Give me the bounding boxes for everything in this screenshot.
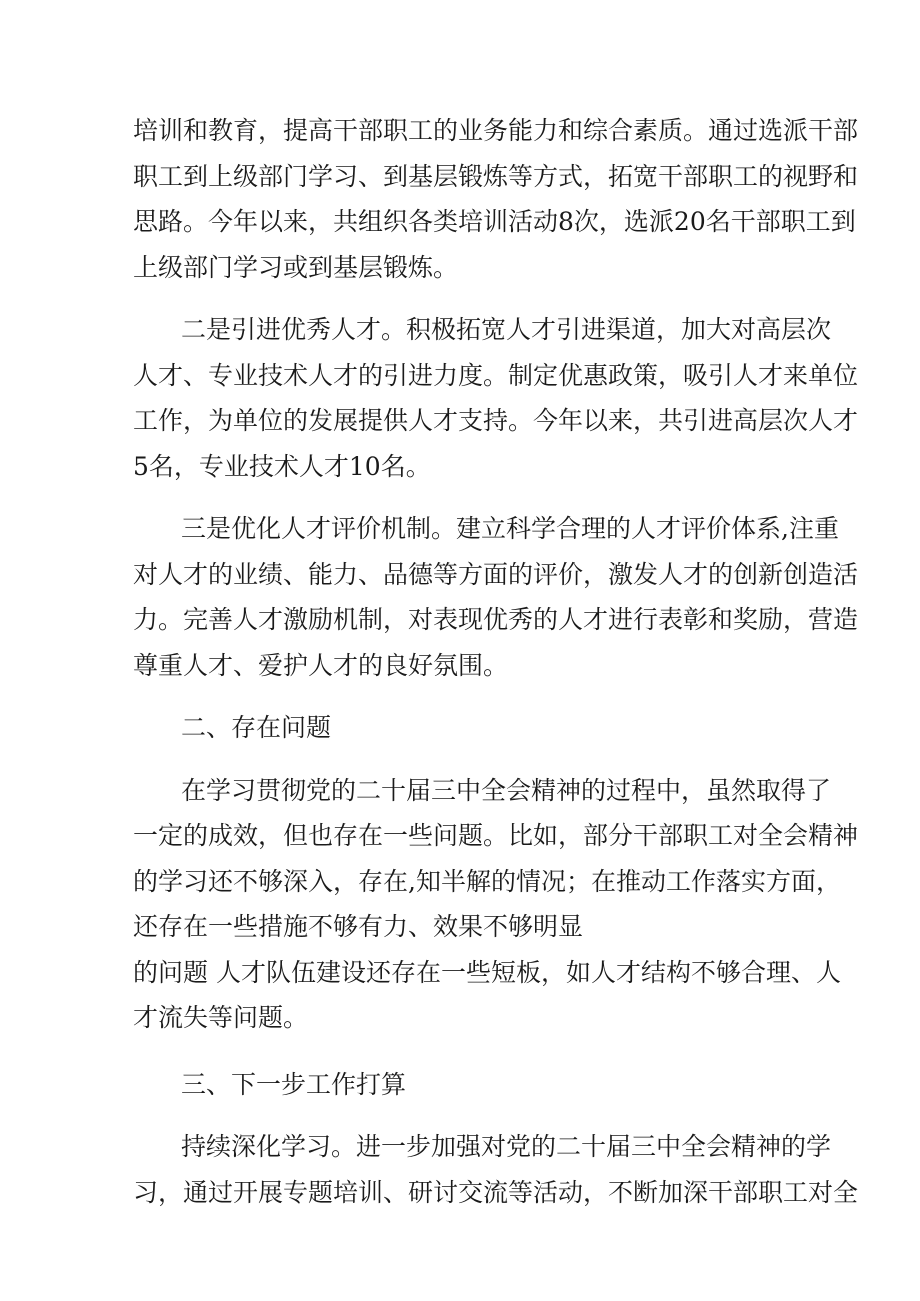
paragraph-line: 培训和教育，提高干部职工的业务能力和综合素质。通过选派干部 <box>133 116 859 145</box>
section-heading: 二、存在问题 <box>181 713 332 742</box>
paragraph-line: 三是优化人才评价机制。建立科学合理的人才评价体系,注重 <box>181 514 839 543</box>
paragraph-line: 在学习贯彻党的二十届三中全会精神的过程中，虽然取得了 <box>181 775 832 805</box>
paragraph-line: 持续深化学习。进一步加强对党的二十届三中全会精神的学 <box>181 1132 832 1161</box>
paragraph-line: 一定的成效，但也存在一些问题。比如，部分干部职工对全会精神 <box>133 821 859 850</box>
paragraph-line: 工作，为单位的发展提供人才支持。今年以来，共引进高层次人才 <box>133 406 859 435</box>
paragraph-line: 才流失等问题。 <box>133 1003 309 1032</box>
paragraph-line: 5名，专业技术人才10名。 <box>133 451 431 481</box>
paragraph-line: 还存在一些措施不够有力、效果不够明显 <box>133 912 584 941</box>
paragraph-line: 上级部门学习或到基层锻炼。 <box>133 252 459 282</box>
paragraph-line: 思路。今年以来，共组织各类培训活动8次，选派20名干部职工到 <box>133 207 856 236</box>
document-body <box>133 108 859 1215</box>
paragraph-line: 二是引进优秀人才。积极拓宽人才引进渠道，加大对高层次 <box>181 315 832 344</box>
paragraph-line: 尊重人才、爱护人才的良好氛围。 <box>133 650 509 680</box>
paragraph-line: 职工到上级部门学习、到基层锻炼等方式，拓宽干部职工的视野和 <box>133 161 859 191</box>
paragraph-line: 对人才的业绩、能力、品德等方面的评价，激发人才的创新创造活 <box>133 559 859 589</box>
paragraph-line: 的学习还不够深入，存在,知半解的情况；在推动工作落实方面， <box>133 866 841 896</box>
paragraph-line: 习，通过开展专题培训、研讨交流等活动，不断加深干部职工对全 <box>133 1177 859 1207</box>
paragraph-line: 力。完善人才激励机制，对表现优秀的人才进行表彰和奖励，营造 <box>133 605 859 634</box>
paragraph-line: 的问题 人才队伍建设还存在一些短板，如人才结构不够合理、人 <box>133 957 841 987</box>
section-heading: 三、下一步工作打算 <box>181 1069 407 1099</box>
paragraph-line: 人才、专业技术人才的引进力度。制定优惠政策，吸引人才来单位 <box>133 360 859 390</box>
